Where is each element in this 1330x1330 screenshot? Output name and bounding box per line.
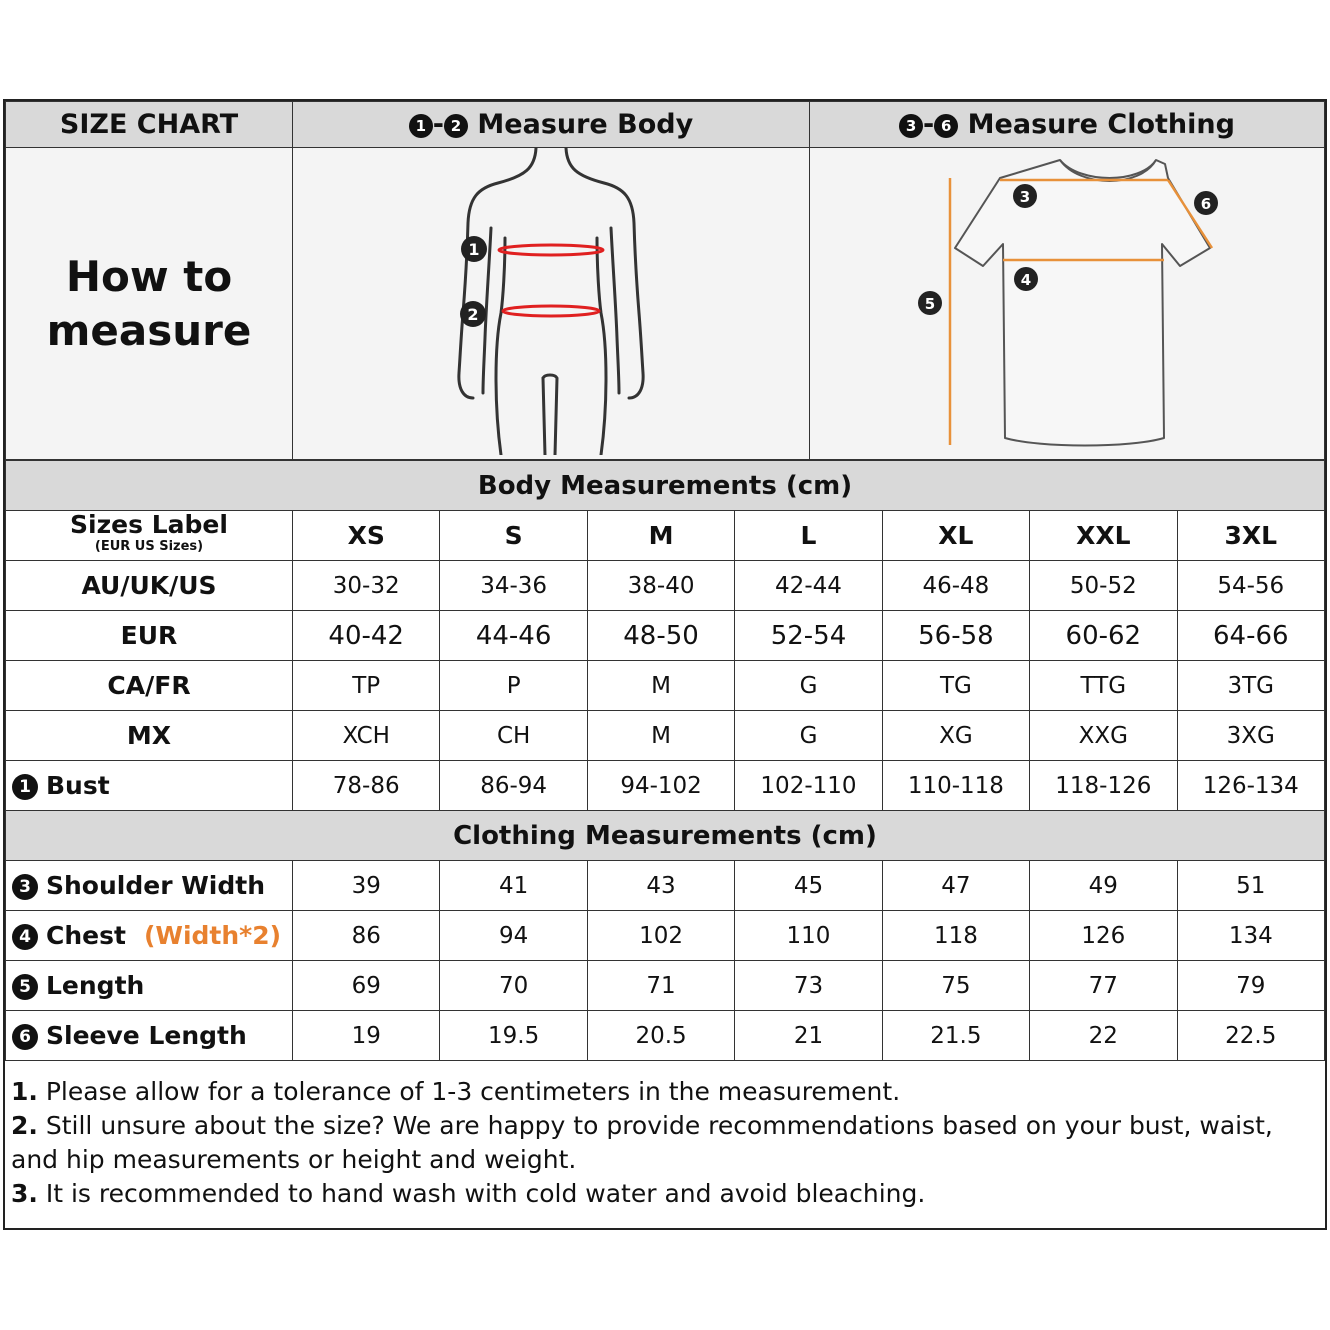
- value-cell: XG: [882, 711, 1029, 761]
- clothing-section-title: Clothing Measurements (cm): [6, 811, 1325, 861]
- row-label: [6, 711, 293, 761]
- row-label-note: (Width*2): [143, 921, 282, 950]
- body-marker-1: 1: [468, 240, 480, 259]
- size-chart: [3, 99, 1327, 1230]
- how-to-measure-cell: [6, 148, 293, 460]
- row-label-text: CA/FR: [107, 671, 191, 700]
- value-cell: 38-40: [587, 561, 734, 611]
- value-cell: 60-62: [1030, 611, 1177, 661]
- body-row: [6, 661, 1325, 711]
- value-cell: 94-102: [587, 761, 734, 811]
- row-label-text: EUR: [120, 621, 178, 650]
- row-label: [6, 961, 293, 1011]
- value-cell: M: [587, 661, 734, 711]
- row-label-text: Shoulder Width: [46, 871, 266, 900]
- value-cell: 48-50: [587, 611, 734, 661]
- value-cell: TTG: [1030, 661, 1177, 711]
- marker-1-icon: 1: [12, 774, 38, 800]
- note-item: [11, 1109, 1319, 1177]
- value-cell: 19.5: [440, 1011, 587, 1061]
- sizes-label-title: Sizes Label: [70, 509, 228, 539]
- value-cell: 30-32: [293, 561, 440, 611]
- value-cell: 79: [1177, 961, 1324, 1011]
- shirt-marker-5: 5: [924, 295, 936, 313]
- row-label: [6, 561, 293, 611]
- value-cell: 39: [293, 861, 440, 911]
- value-cell: XXG: [1030, 711, 1177, 761]
- value-cell: 102: [587, 911, 734, 961]
- sizes-label-subtitle: (EUR US Sizes): [94, 538, 204, 554]
- measurements-table: [5, 460, 1325, 1061]
- value-cell: 110-118: [882, 761, 1029, 811]
- clothing-row: [6, 861, 1325, 911]
- size-header: XS: [293, 511, 440, 561]
- size-header: S: [440, 511, 587, 561]
- value-cell: XCH: [293, 711, 440, 761]
- row-label-text: MX: [126, 721, 172, 750]
- sizes-row: [6, 511, 1325, 561]
- size-header: XXL: [1030, 511, 1177, 561]
- value-cell: 40-42: [293, 611, 440, 661]
- body-diagram: [293, 148, 810, 455]
- body-row: [6, 761, 1325, 811]
- note-number: 2.: [11, 1111, 38, 1140]
- sizes-label-cell: [6, 511, 293, 561]
- row-label: [6, 911, 293, 961]
- shirt-diagram-cell: [810, 148, 1325, 460]
- note-item: [11, 1177, 1319, 1211]
- value-cell: 20.5: [587, 1011, 734, 1061]
- size-header: M: [587, 511, 734, 561]
- note-text: Still unsure about the size? We are happy to provide recommendations based on your bust, waist, and hip measurements or height and weight.: [11, 1111, 1273, 1174]
- value-cell: 42-44: [735, 561, 882, 611]
- value-cell: 71: [587, 961, 734, 1011]
- shirt-marker-4: 4: [1020, 271, 1032, 289]
- value-cell: 118: [882, 911, 1029, 961]
- value-cell: 86: [293, 911, 440, 961]
- value-cell: 44-46: [440, 611, 587, 661]
- body-row: [6, 561, 1325, 611]
- note-text: It is recommended to hand wash with cold water and avoid bleaching.: [45, 1179, 926, 1208]
- clothing-row: [6, 911, 1325, 961]
- value-cell: 70: [440, 961, 587, 1011]
- body-section-title: Body Measurements (cm): [6, 461, 1325, 511]
- value-cell: 134: [1177, 911, 1324, 961]
- body-section-row: [6, 461, 1325, 511]
- notes: [5, 1061, 1325, 1211]
- shirt-marker-3: 3: [1019, 188, 1031, 206]
- body-row: [6, 711, 1325, 761]
- value-cell: 22: [1030, 1011, 1177, 1061]
- value-cell: 21.5: [882, 1011, 1029, 1061]
- row-label: [6, 761, 293, 811]
- shirt-diagram: [810, 148, 1327, 455]
- marker-6-icon: 6: [12, 1024, 38, 1050]
- value-cell: 19: [293, 1011, 440, 1061]
- measure-clothing-header: 3 - 6 Measure Clothing: [810, 102, 1325, 148]
- clothing-row: [6, 961, 1325, 1011]
- value-cell: 102-110: [735, 761, 882, 811]
- size-header: L: [735, 511, 882, 561]
- value-cell: 50-52: [1030, 561, 1177, 611]
- row-label-text: Bust: [46, 771, 110, 800]
- size-header: XL: [882, 511, 1029, 561]
- marker-6-icon: 6: [934, 114, 958, 138]
- value-cell: TG: [882, 661, 1029, 711]
- marker-2-icon: 2: [444, 114, 468, 138]
- note-item: [11, 1075, 1319, 1109]
- value-cell: 75: [882, 961, 1029, 1011]
- value-cell: TP: [293, 661, 440, 711]
- row-label: [6, 661, 293, 711]
- value-cell: 54-56: [1177, 561, 1324, 611]
- marker-3-icon: 3: [899, 114, 923, 138]
- marker-4-icon: 4: [12, 924, 38, 950]
- row-label: [6, 611, 293, 661]
- value-cell: 64-66: [1177, 611, 1324, 661]
- value-cell: 22.5: [1177, 1011, 1324, 1061]
- value-cell: 126-134: [1177, 761, 1324, 811]
- measure-body-header: 1 - 2 Measure Body: [293, 102, 810, 148]
- note-number: 3.: [11, 1179, 38, 1208]
- value-cell: CH: [440, 711, 587, 761]
- value-cell: 43: [587, 861, 734, 911]
- value-cell: 86-94: [440, 761, 587, 811]
- value-cell: 78-86: [293, 761, 440, 811]
- row-label-text: Chest: [46, 921, 126, 950]
- value-cell: 41: [440, 861, 587, 911]
- value-cell: 77: [1030, 961, 1177, 1011]
- value-cell: 73: [735, 961, 882, 1011]
- value-cell: 21: [735, 1011, 882, 1061]
- value-cell: 46-48: [882, 561, 1029, 611]
- body-marker-2: 2: [467, 305, 479, 324]
- value-cell: G: [735, 661, 882, 711]
- value-cell: M: [587, 711, 734, 761]
- measure-clothing-title: Measure Clothing: [967, 109, 1235, 140]
- marker-1-icon: 1: [409, 114, 433, 138]
- value-cell: G: [735, 711, 882, 761]
- value-cell: 110: [735, 911, 882, 961]
- value-cell: 49: [1030, 861, 1177, 911]
- value-cell: 69: [293, 961, 440, 1011]
- marker-5-icon: 5: [12, 974, 38, 1000]
- value-cell: 51: [1177, 861, 1324, 911]
- value-cell: 45: [735, 861, 882, 911]
- value-cell: 3TG: [1177, 661, 1324, 711]
- value-cell: 3XG: [1177, 711, 1324, 761]
- value-cell: 34-36: [440, 561, 587, 611]
- value-cell: 56-58: [882, 611, 1029, 661]
- marker-3-icon: 3: [12, 874, 38, 900]
- value-cell: 47: [882, 861, 1029, 911]
- row-label: [6, 861, 293, 911]
- body-diagram-cell: [293, 148, 810, 460]
- value-cell: P: [440, 661, 587, 711]
- how-to-line-1: How to: [65, 251, 233, 301]
- clothing-section-row: [6, 811, 1325, 861]
- note-number: 1.: [11, 1077, 38, 1106]
- value-cell: 118-126: [1030, 761, 1177, 811]
- size-header: 3XL: [1177, 511, 1324, 561]
- shirt-marker-6: 6: [1200, 195, 1212, 213]
- note-text: Please allow for a tolerance of 1-3 centimeters in the measurement.: [45, 1077, 901, 1106]
- row-label-text: AU/UK/US: [81, 571, 217, 600]
- row-label-text: Length: [46, 971, 145, 1000]
- body-row: [6, 611, 1325, 661]
- clothing-row: [6, 1011, 1325, 1061]
- measure-body-title: Measure Body: [477, 109, 694, 140]
- how-to-line-2: measure: [46, 305, 252, 355]
- size-chart-title: SIZE CHART: [6, 102, 293, 148]
- measure-bands: [499, 245, 603, 316]
- row-label-text: Sleeve Length: [46, 1021, 247, 1050]
- value-cell: 126: [1030, 911, 1177, 961]
- value-cell: 94: [440, 911, 587, 961]
- value-cell: 52-54: [735, 611, 882, 661]
- how-to-measure-table: [5, 101, 1325, 460]
- row-label: [6, 1011, 293, 1061]
